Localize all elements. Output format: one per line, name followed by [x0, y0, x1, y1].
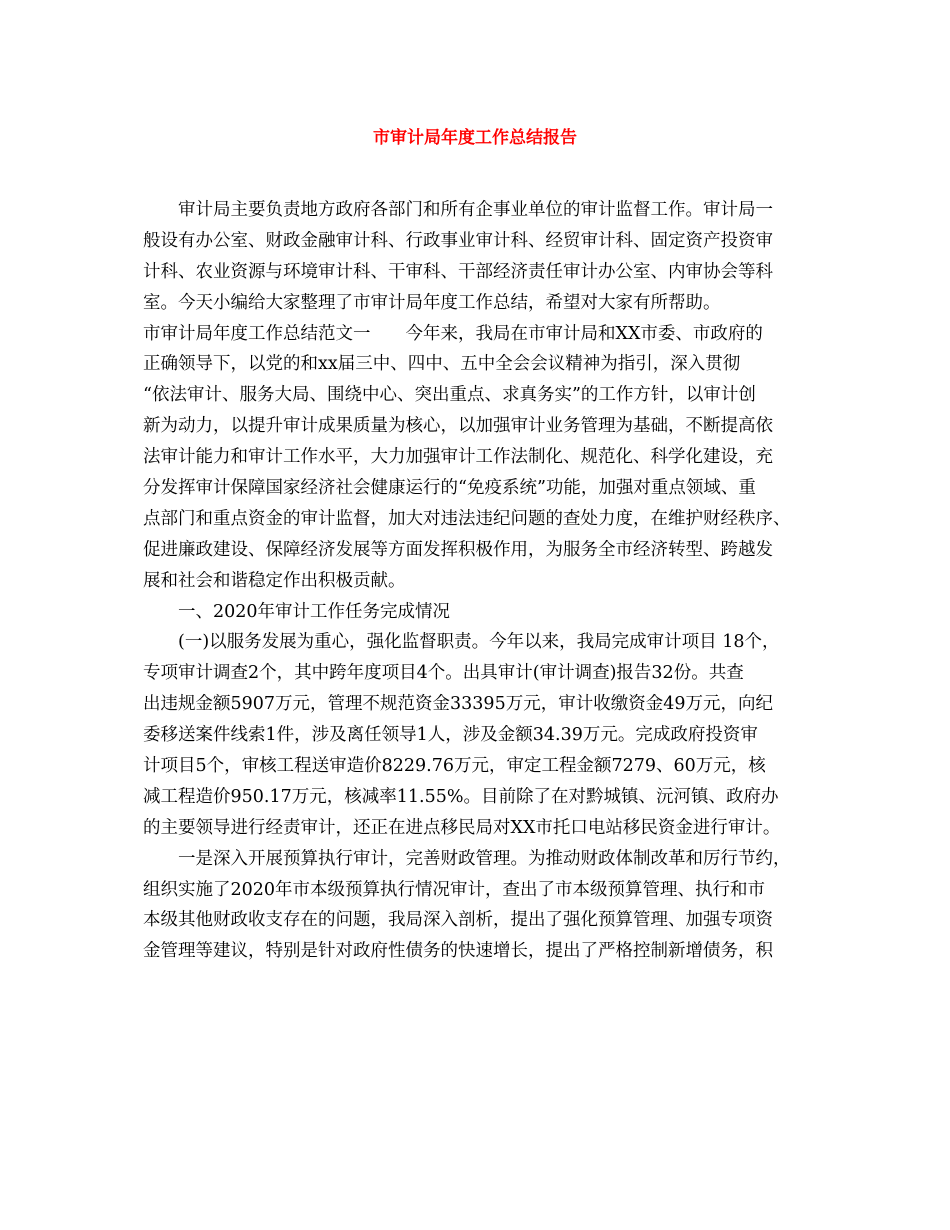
paragraph-line: 室。今天小编给大家整理了市审计局年度工作总结，希望对大家有所帮助。 — [143, 292, 721, 313]
paragraph-line: 减工程造价950.17万元，核减率11.55%。目前除了在对黔城镇、沅河镇、政府办 — [143, 786, 779, 807]
paragraph-line: 展和社会和谐稳定作出积极贡献。 — [143, 570, 406, 591]
paragraph-line: 本级其他财政收支存在的问题，我局深入剖析，提出了强化预算管理、加强专项资 — [143, 910, 773, 931]
paragraph-line: 出违规金额5907万元，管理不规范资金33395万元，审计收缴资金49万元，向纪 — [143, 694, 773, 715]
paragraph-line: 分发挥审计保障国家经济社会健康运行的“免疫系统”功能，加强对重点领域、重 — [143, 478, 756, 499]
paragraph-line: 新为动力，以提升审计成果质量为核心，以加强审计业务管理为基础，不断提高依 — [143, 416, 773, 437]
paragraph-line: 的主要领导进行经责审计，还正在进点移民局对XX市托口电站移民资金进行审计。 — [143, 817, 781, 838]
paragraph-line: 点部门和重点资金的审计监督，加大对违法违纪问题的查处力度，在维护财经秩序、 — [143, 508, 791, 529]
paragraph-line: (一)以服务发展为重心，强化监督职责。今年以来，我局完成审计项目 18个， — [178, 632, 780, 653]
document-title: 市审计局年度工作总结报告 — [373, 128, 577, 148]
paragraph-line: 计项目5个，审核工程送审造价8229.76万元，审定工程金额7279、60万元，核 — [143, 756, 766, 777]
paragraph-line: 市审计局年度工作总结范文一 今年来，我局在市审计局和XX市委、市政府的 — [143, 323, 763, 344]
paragraph-line: 一是深入开展预算执行审计，完善财政管理。为推动财政体制改革和厉行节约， — [178, 848, 791, 869]
paragraph-line: 促进廉政建设、保障经济发展等方面发挥积极作用，为服务全市经济转型、跨越发 — [143, 539, 773, 560]
paragraph-line: 一、2020年审计工作任务完成情况 — [178, 601, 451, 622]
document-body — [143, 195, 823, 967]
paragraph-line: 组织实施了2020年市本级预算执行情况审计，查出了市本级预算管理、执行和市 — [143, 879, 766, 900]
paragraph-line: 计科、农业资源与环境审计科、干审科、干部经济责任审计办公室、内审协会等科 — [143, 261, 773, 282]
paragraph-line: 金管理等建议，特别是针对政府性债务的快速增长，提出了严格控制新增债务，积 — [143, 941, 773, 962]
paragraph-line: 委移送案件线索1件，涉及离任领导1人，涉及金额34.39万元。完成政府投资审 — [143, 725, 758, 746]
paragraph-line: 正确领导下，以党的和xx届三中、四中、五中全会会议精神为指引，深入贯彻 — [143, 354, 741, 375]
paragraph-line: “依法审计、服务大局、围绕中心、突出重点、求真务实”的工作方针，以审计创 — [143, 385, 756, 406]
paragraph-line: 法审计能力和审计工作水平，大力加强审计工作法制化、规范化、科学化建设，充 — [143, 447, 773, 468]
paragraph-line: 审计局主要负责地方政府各部门和所有企事业单位的审计监督工作。审计局一 — [178, 200, 773, 220]
paragraph-line: 专项审计调查2个，其中跨年度项目4个。出具审计(审计调查)报告32份。共查 — [143, 663, 744, 684]
paragraph-line: 般设有办公室、财政金融审计科、行政事业审计科、经贸审计科、固定资产投资审 — [143, 230, 773, 251]
